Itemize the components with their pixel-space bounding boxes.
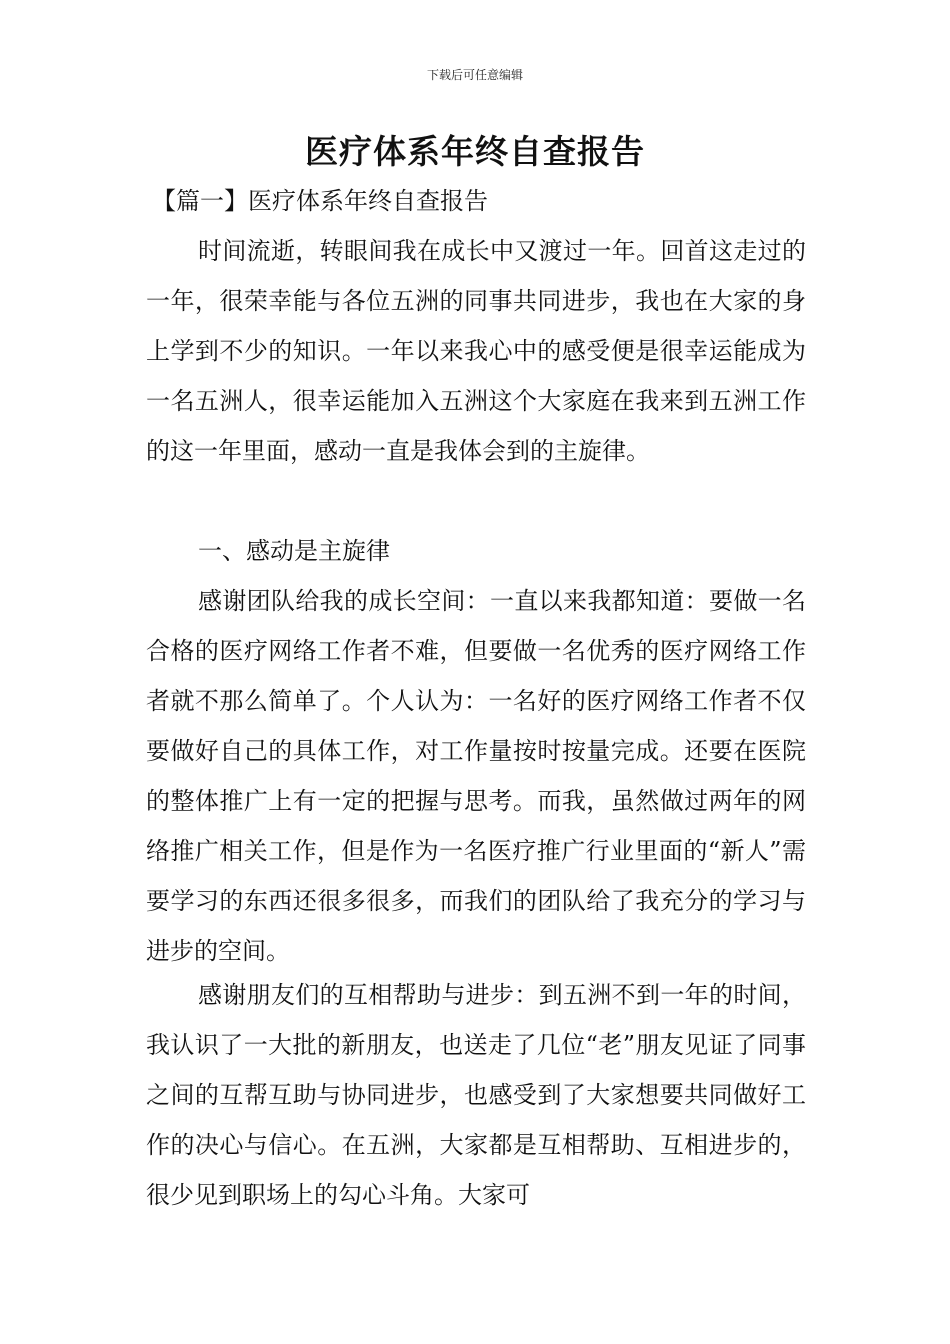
paragraph-text: 感谢团队给我的成长空间：一直以来我都知道：要做一名合格的医疗网络工作者不难，但要做一名优秀的医疗网络工作者就不那么简单了。个人认为：一名好的医疗网络工作者不仅要做好自己的具体工作，对工作量按时按量完成。还要在医院的整体推广上有一定的把握与思考。而我，虽然做过两年的网络推广相关工作，但是作为一名医疗推广行业里面的“新人”需要学习的东西还很多很多，而我们的团队给了我充分的学习与进步的空间。 xyxy=(146,587,806,965)
header-note: 下载后可任意编辑 xyxy=(426,68,523,82)
paragraph xyxy=(146,226,806,476)
paragraph xyxy=(146,576,806,976)
paragraph xyxy=(146,970,806,1220)
paragraph-text: 时间流逝，转眼间我在成长中又渡过一年。回首这走过的一年，很荣幸能与各位五洲的同事共同进步，我也在大家的身上学到不少的知识。一年以来我心中的感受便是很幸运能成为一名五洲人，很幸运能加入五洲这个大家庭在我来到五洲工作的这一年里面，感动一直是我体会到的主旋律。 xyxy=(146,237,806,465)
section-heading xyxy=(146,526,806,576)
paragraph-text: 感谢朋友们的互相帮助与进步：到五洲不到一年的时间，我认识了一大批的新朋友，也送走了几位“老”朋友见证了同事之间的互帮互助与协同进步，也感受到了大家想要共同做好工作的决心与信心。在五洲，大家都是互相帮助、互相进步的，很少见到职场上的勾心斗角。大家可 xyxy=(146,981,806,1209)
section-heading-text: 一、感动是主旋律 xyxy=(198,537,390,565)
section-label: 【篇一】医疗体系年终自查报告 xyxy=(152,187,488,215)
document-title: 医疗体系年终自查报告 xyxy=(305,132,645,171)
